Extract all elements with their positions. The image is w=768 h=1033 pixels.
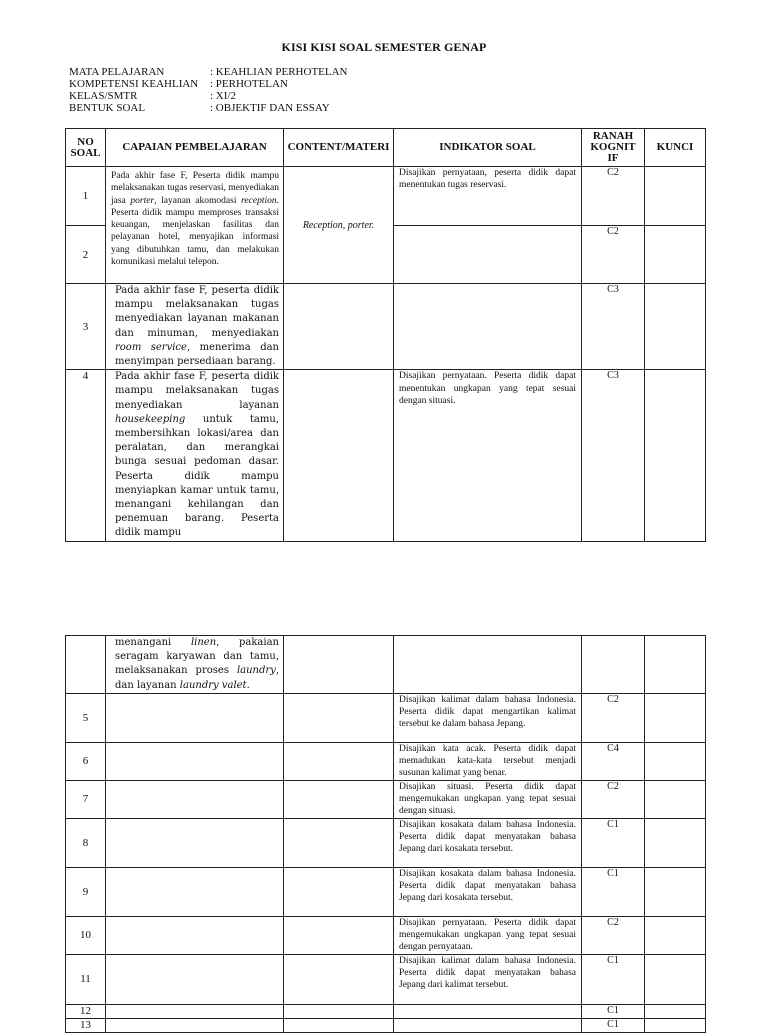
row-number: 11 [66, 954, 106, 1004]
row-number: 12 [66, 1004, 106, 1018]
indikator-cell: Disajikan kata acak. Peserta didik dapat memadukan kata-kata tersebut menjadi susunan kalimat yang benar. [394, 742, 582, 780]
table-row [66, 916, 706, 954]
table-row [66, 370, 706, 541]
table-row [66, 742, 706, 780]
kunci-cell [645, 226, 706, 284]
kunci-cell [645, 818, 706, 867]
kisi-kisi-table-page1 [65, 128, 706, 542]
table-row [66, 780, 706, 818]
kunci-cell [645, 1018, 706, 1032]
content-cell: Reception, porter. [284, 167, 394, 284]
content-cell [284, 867, 394, 916]
meta-value: : PERHOTELAN [210, 78, 288, 90]
content-cell [284, 780, 394, 818]
meta-row [69, 78, 347, 90]
row-number: 3 [66, 284, 106, 370]
meta-row [69, 102, 347, 114]
ranah-cell: C3 [582, 370, 645, 541]
meta-value: : XI/2 [210, 90, 236, 102]
meta-value: : KEAHLIAN PERHOTELAN [210, 66, 348, 78]
table-row [66, 284, 706, 370]
header-ranah: RANAH KOGNITIF [582, 129, 645, 167]
capaian-cell [106, 1018, 284, 1032]
meta-label: KOMPETENSI KEAHLIAN [69, 78, 199, 90]
kunci-cell [645, 867, 706, 916]
indikator-cell [394, 1018, 582, 1032]
indikator-cell: Disajikan pernyataan. Peserta didik dapat menentukan ungkapan yang tepat sesuai dengan situasi. [394, 370, 582, 541]
table-row [66, 636, 706, 694]
kunci-cell [645, 636, 706, 694]
kunci-cell [645, 167, 706, 226]
row-number: 9 [66, 867, 106, 916]
content-cell [284, 284, 394, 370]
capaian-cell: Pada akhir fase F, Peserta didik mampu melaksanakan tugas reservasi, menyediakan jasa porter, layanan akomodasi reception. Peserta didik mampu memproses transaksi keuangan, menjelaskan fasilitas dan pelayanan hotel, menyajikan informasi yang dibutuhkan tamu, dan melakukan komunikasi melalui telepon. [106, 167, 284, 284]
content-cell [284, 1018, 394, 1032]
table-row [66, 954, 706, 1004]
indikator-cell: Disajikan kalimat dalam bahasa Indonesia. Peserta didik dapat menyatakan bahasa Jepang dari kalimat tersebut. [394, 954, 582, 1004]
meta-value: : OBJEKTIF DAN ESSAY [210, 102, 330, 114]
ranah-cell: C2 [582, 226, 645, 284]
meta-info [69, 66, 347, 114]
ranah-cell: C2 [582, 780, 645, 818]
capaian-cell [106, 954, 284, 1004]
ranah-cell: C2 [582, 167, 645, 226]
table-row [66, 1018, 706, 1032]
kunci-cell [645, 780, 706, 818]
kunci-cell [645, 693, 706, 742]
row-number: 8 [66, 818, 106, 867]
content-cell [284, 636, 394, 694]
ranah-cell: C1 [582, 1004, 645, 1018]
ranah-cell: C1 [582, 867, 645, 916]
capaian-cell [106, 818, 284, 867]
ranah-cell: C2 [582, 693, 645, 742]
header-indikator: INDIKATOR SOAL [394, 129, 582, 167]
table-header-row [66, 129, 706, 167]
indikator-cell: Disajikan kosakata dalam bahasa Indonesia. Peserta didik dapat menyatakan bahasa Jepang dari kosakata tersebut. [394, 867, 582, 916]
indikator-cell [394, 284, 582, 370]
row-number: 2 [66, 226, 106, 284]
indikator-cell [394, 226, 582, 284]
row-number: 5 [66, 693, 106, 742]
ranah-cell [582, 636, 645, 694]
kunci-cell [645, 742, 706, 780]
row-number: 6 [66, 742, 106, 780]
indikator-cell: Disajikan situasi. Peserta didik dapat mengemukakan ungkapan yang tepat sesuai dengan situasi. [394, 780, 582, 818]
table-row [66, 167, 706, 226]
indikator-cell: Disajikan kalimat dalam bahasa Indonesia. Peserta didik dapat mengartikan kalimat tersebut ke dalam bahasa Jepang. [394, 693, 582, 742]
table-row [66, 867, 706, 916]
meta-label: BENTUK SOAL [69, 102, 146, 114]
meta-label: KELAS/SMTR [69, 90, 138, 102]
indikator-cell: Disajikan pernyataan. Peserta didik dapat mengemukakan ungkapan yang tepat sesuai dengan pernyataan. [394, 916, 582, 954]
content-cell [284, 742, 394, 780]
ranah-cell: C3 [582, 284, 645, 370]
meta-row [69, 90, 347, 102]
kunci-cell [645, 954, 706, 1004]
capaian-cell: menangani linen, pakaian seragam karyawan dan tamu, melaksanakan proses laundry, dan layanan laundry valet. [106, 636, 284, 694]
indikator-cell [394, 636, 582, 694]
row-number: 4 [66, 370, 106, 541]
capaian-cell: Pada akhir fase F, peserta didik mampu melaksanakan tugas menyediakan layanan makanan dan minuman, menyediakan room service, menerima dan menyimpan persediaan barang. [106, 284, 284, 370]
ranah-cell: C1 [582, 954, 645, 1004]
header-capaian: CAPAIAN PEMBELAJARAN [106, 129, 284, 167]
capaian-cell: Pada akhir fase F, peserta didik mampu melaksanakan tugas menyediakan layanan housekeeping untuk tamu, membersihkan lokasi/area dan peralatan, dan merangkai bunga sesuai pedoman dasar. Peserta didik mampu menyiapkan kamar untuk tamu, menangani kehilangan dan penemuan barang. Peserta didik mampu [106, 370, 284, 541]
kunci-cell [645, 1004, 706, 1018]
capaian-cell [106, 916, 284, 954]
capaian-cell [106, 693, 284, 742]
kunci-cell [645, 370, 706, 541]
kunci-cell [645, 284, 706, 370]
content-cell [284, 693, 394, 742]
header-content: CONTENT/MATERI [284, 129, 394, 167]
row-number: 13 [66, 1018, 106, 1032]
ranah-cell: C2 [582, 916, 645, 954]
capaian-cell [106, 867, 284, 916]
capaian-cell [106, 742, 284, 780]
content-cell [284, 818, 394, 867]
indikator-cell: Disajikan pernyataan, peserta didik dapat menentukan tugas reservasi. [394, 167, 582, 226]
content-cell [284, 1004, 394, 1018]
header-no-soal: NO SOAL [66, 129, 106, 167]
indikator-cell [394, 1004, 582, 1018]
row-number: 1 [66, 167, 106, 226]
ranah-cell: C1 [582, 1018, 645, 1032]
kunci-cell [645, 916, 706, 954]
row-number [66, 636, 106, 694]
kisi-kisi-table-page2 [65, 635, 706, 1033]
meta-row [69, 66, 347, 78]
table-row [66, 1004, 706, 1018]
header-kunci: KUNCI [645, 129, 706, 167]
capaian-cell [106, 780, 284, 818]
indikator-cell: Disajikan kosakata dalam bahasa Indonesia. Peserta didik dapat menyatakan bahasa Jepang dari kosakata tersebut. [394, 818, 582, 867]
content-cell [284, 916, 394, 954]
row-number: 10 [66, 916, 106, 954]
ranah-cell: C1 [582, 818, 645, 867]
table-row [66, 818, 706, 867]
content-cell [284, 370, 394, 541]
document-title: KISI KISI SOAL SEMESTER GENAP [281, 40, 487, 54]
capaian-cell [106, 1004, 284, 1018]
ranah-cell: C4 [582, 742, 645, 780]
row-number: 7 [66, 780, 106, 818]
content-cell [284, 954, 394, 1004]
table-row [66, 693, 706, 742]
meta-label: MATA PELAJARAN [69, 66, 165, 78]
